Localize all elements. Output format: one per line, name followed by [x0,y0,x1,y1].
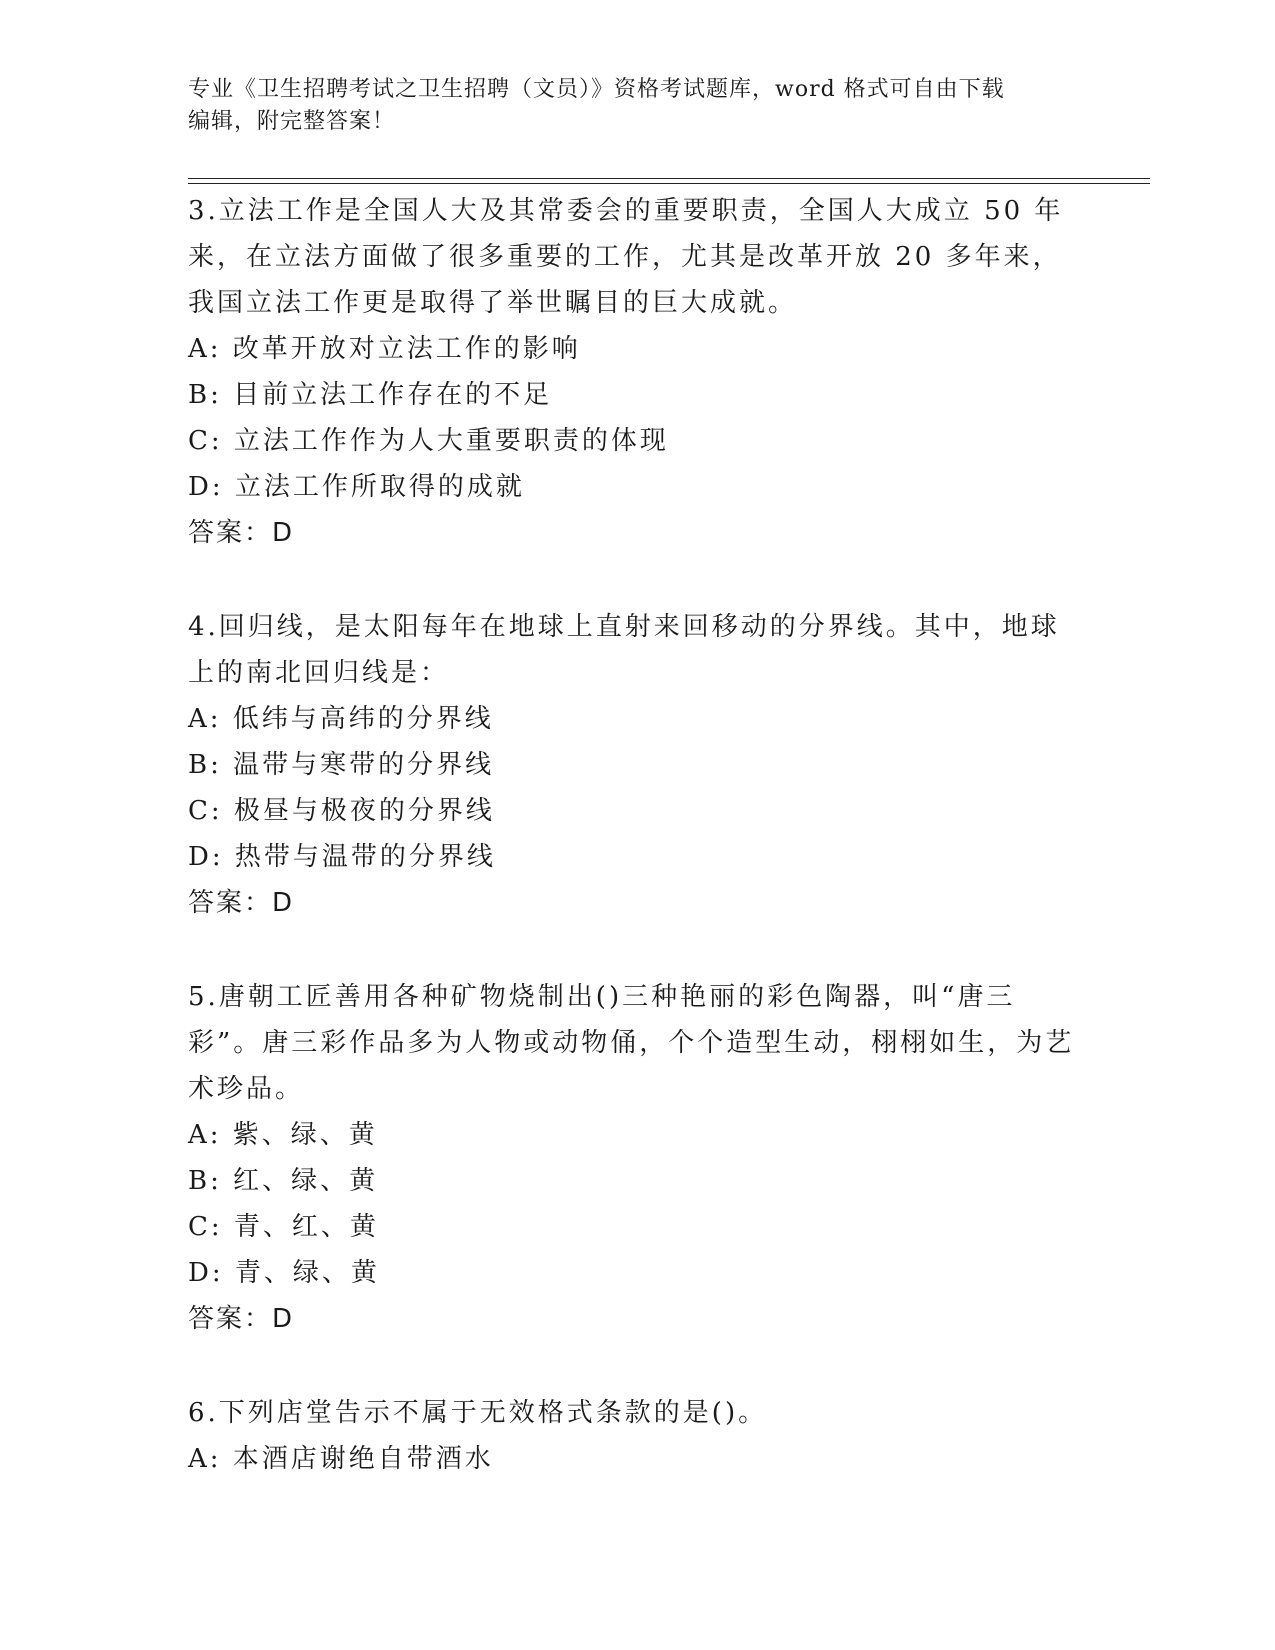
question-6 [188,1390,1088,1482]
question-4 [188,604,1088,926]
option-b: B: 温带与寒带的分界线 [188,750,495,780]
answer-line: 答案：D [188,1304,295,1334]
header-line-2: 编辑，附完整答案！ [188,109,396,134]
question-stem: 4.回归线，是太阳每年在地球上直射来回移动的分界线。其中，地球上的南北回归线是： [188,612,1060,688]
question-list [188,188,1088,1530]
option-d: D: 热带与温带的分界线 [188,842,496,872]
option-c: C: 青、红、黄 [188,1212,379,1242]
option-d: D: 青、绿、黄 [188,1258,380,1288]
question-stem: 5.唐朝工匠善用各种矿物烧制出()三种艳丽的彩色陶器，叫“唐三彩”。唐三彩作品多为人物或动物俑，个个造型生动，栩栩如生，为艺术珍品。 [188,982,1075,1104]
question-stem: 3.立法工作是全国人大及其常委会的重要职责，全国人大成立 50 年来，在立法方面做了很多重要的工作，尤其是改革开放 20 多年来，我国立法工作更是取得了举世瞩目的巨大成就。 [188,196,1064,318]
option-b: B: 目前立法工作存在的不足 [188,380,553,410]
question-stem: 6.下列店堂告示不属于无效格式条款的是()。 [188,1398,768,1428]
option-d: D: 立法工作所取得的成就 [188,472,525,502]
header-divider-bottom [188,183,1150,184]
option-a: A: 低纬与高纬的分界线 [188,704,494,734]
question-5 [188,974,1088,1342]
answer-line: 答案：D [188,518,295,548]
option-c: C: 极昼与极夜的分界线 [188,796,495,826]
header-line-1: 专业《卫生招聘考试之卫生招聘（文员）》资格考试题库，word 格式可自由下载 [188,77,1005,102]
option-a: A: 紫、绿、黄 [188,1120,378,1150]
option-c: C: 立法工作作为人大重要职责的体现 [188,426,669,456]
option-a: A: 改革开放对立法工作的影响 [188,334,581,364]
question-3 [188,188,1088,556]
option-b: B: 红、绿、黄 [188,1166,379,1196]
header-divider-top [188,178,1150,179]
option-a: A: 本酒店谢绝自带酒水 [188,1444,494,1474]
document-header [188,74,1068,138]
answer-line: 答案：D [188,888,295,918]
